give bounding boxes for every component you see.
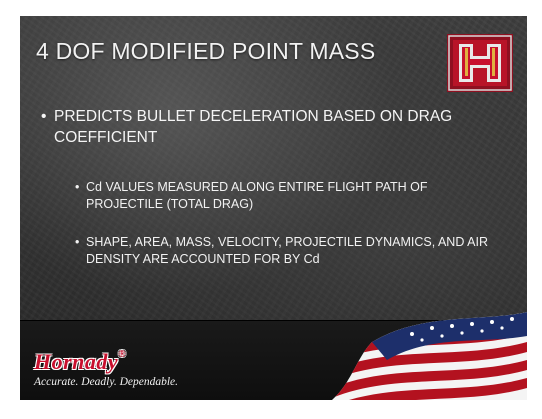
sub-bullet-1 — [75, 179, 486, 213]
sub-bullet-2 — [75, 234, 506, 268]
main-bullet — [41, 106, 494, 148]
sub-bullet-text: Cd VALUES MEASURED ALONG ENTIRE FLIGHT PATH OF PROJECTILE (TOTAL DRAG) — [86, 180, 428, 211]
slide — [20, 16, 527, 400]
brand-name: Hornady — [34, 349, 119, 374]
bullet-dot: • — [75, 235, 80, 249]
brand-tagline: Accurate. Deadly. Dependable. — [34, 376, 179, 388]
registered-mark: ® — [118, 349, 127, 360]
main-bullet-text: PREDICTS BULLET DECELERATION BASED ON DRAG COEFFICIENT — [54, 108, 453, 146]
american-flag-graphic — [332, 312, 527, 400]
hornady-h-logo — [447, 34, 513, 92]
bullet-dot: • — [41, 108, 47, 125]
bullet-dot: • — [75, 180, 80, 194]
hornady-wordmark — [34, 349, 126, 375]
sub-bullet-text: SHAPE, AREA, MASS, VELOCITY, PROJECTILE DYNAMICS, AND AIR DENSITY ARE ACCOUNTED FOR BY Cd — [86, 235, 488, 266]
slide-title: 4 DOF MODIFIED POINT MASS — [36, 38, 376, 64]
